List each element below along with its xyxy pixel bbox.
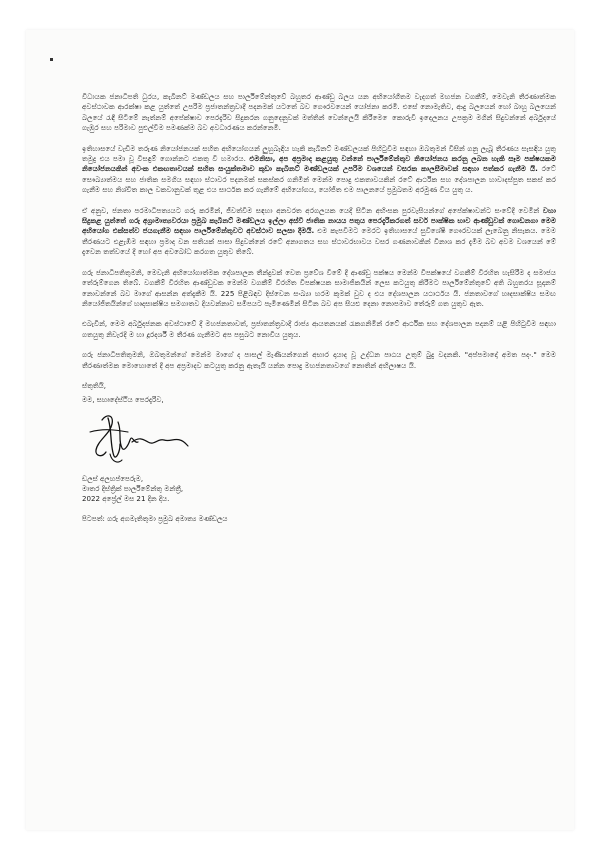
letter-date: 2022 අප්‍රේල් මස 21 දින දිය. xyxy=(82,494,170,504)
paragraph-2 xyxy=(82,144,556,196)
paragraph-2-emphasis: එමනිසා, අප අප්‍රමාද කළයුතු වන්නේ පාර්ලිමේන්තුව නියෝජනය කරනු ලබන හැකි සෑම පක්ෂයකම නියෝජනයකින් අවංක එකඟතාවයක් සහිත සංයුක්තමාව කුඩා කැබිනට් මණ්ඩලයක් උපරිම වශයෙන් වසරක කාලසීමාවක් සඳහා පත්කර ගැනීම යි. xyxy=(82,154,556,174)
paragraph-2-text-b: රටේ සෞඛ්‍යාත්මය සහ ජාතික සමගිය සඳහා ස්ථාවර පදනමක් සකස්කර ගනිමින් මෙන්ම පොදු එකතාවයකින් රටේ ආර්ථික සහ දේශපාලන හාවාදස්පුත සකස් කර ගැනීම සහ නිශ්චිත කාල වකවානුවක් තුළ එය සාර්ථක කර ගැනීමේ අභියෝගය, යෝජිත එම පාලනයේ ප්‍රමුඛතම අරමුණ විය යුතු ය. xyxy=(82,164,556,195)
copy-to: පිටපත්: ගරු අගමැතිතුමා ප්‍රමුඛ අමාත්‍ය මණ්ඩලය xyxy=(82,514,228,524)
signature xyxy=(88,410,218,468)
sender-name: ඩලස් අලහප්පෙරුම, xyxy=(82,473,144,483)
paragraph-1 xyxy=(82,92,556,134)
paragraph-5 xyxy=(82,319,556,340)
paragraph-3 xyxy=(82,206,556,258)
paragraph-5-text: එබැවින්, මෙම අර්බුදජනක අවස්ථාවේ දී මහජනතාවත්, ප්‍රජාතන්ත්‍රවාදී රාජ්‍ය ආයතනයක් රැකගනිමින් රටේ ආර්ථික සහ දේශපාලන පදනම් යළි පිහිටුවීම සඳහා ගතයුතු නිවැරදි ම හා දූරදර්ශී ම තීරණ ගැනීමට අප පසුබට නොවිය යුතුය. xyxy=(82,319,556,339)
paragraph-1-text: විධායක ජනාධිපති ධුරය, කැබිනට් මණ්ඩලය සහ පාර්ලිමේන්තුවේ බහුතර ආණ්ඩු බලය යන අභියෝගීතම වැදගත් මහජන වගකීම්, මෙවැනි තීරණාත්මක අවස්ථාවක ආරක්ෂා කළ යුත්තේ උපරිම ප්‍රජාතන්ත්‍රවාදී පදනමක් යටතේ බව ගෞරවයෙන් යෝජනා කරමි. එසේ නොමැතිව, ආදු බලයෙන් හෝ බාහු බලයෙන් බලයේ රැඳී සිටීමේ නැත්නම් අපේක්ෂාව පෙරදැරිව සිදුකරන ගනුදෙනුවක් මත්තින් වෙන්ලෙයි කිරීමෙ ෙකොරුවී ඉදෙලනය උපක්‍රම මගින් සිදුවන්නේ අර්බුදයේ ගැඹුර සහ පරිමාව පුළුල්වීම පමණක්ම බව අවධාරණය කරන්නෙමි. xyxy=(82,92,556,133)
paragraph-4-text: ගරු ජනාධිපතිතුමනි, මෙවැනි අභියෝගාත්මක දේශපාලන තීන්දුවක් වෙත ප්‍රවේශ වීමේ දී ආණ්ඩු පක්ෂය මෙන්ම විපක්ෂයේ වගකීම් විරහිත හැසිරීම ද සමාජය තේරුම්ගෙන තිබේ. වගකීම් විරහිත ආණ්ඩුවක මෙන්ම වගකීම් විරහිත විපක්ෂයක සාමාජිකයින් ලෙස කටයුතු කිරීමට පාර්ලිමේන්තුවේ අති බහුතරය සූදානම් නොවන්නේ බව මාගේ ආසන්න අත්දැකීම යි. 225 පිළිබඳව දිස්වෙන සංඛ්‍යා හරම කුමක් වුව ද එය දේශපාලන යථාර්ථය යි. ජනතාවගේ හෘදසාක්ෂිය සමඟ නියෝජිතයින්ගේ හෘදසාක්ෂිය සමගාතව දියවන්නාව සමීපයට පැමිණෙමින් සිටින බව අප සියළු දෙනා නොපමාව තේරුම් ගත යුතුව ඇත. xyxy=(82,267,556,308)
sender-title: මාතර දිස්ත්‍රික් පාර්ලිමේන්තු මන්ත්‍රී, xyxy=(82,483,184,493)
paragraph-2-text-a: ඉතිහාසයේ වැඩිම තරුණ නියෝජනයක් සහිත අභියෝගයන් ලුහුබැඳිය හැකි කැබිනට් මණ්ඩලයක් පිහිටුවීම සඳහා ඔබතුමන් විසින් ගනු ලැබූ තීරණය සැසඳිය යුතු තමුදු එය පමා වූ විසඳුම් ගොන්නට එකතු වී හමාරය. xyxy=(82,143,556,164)
paragraph-6-text: ගරු ජනාධිපතිතුමනි, ඔබතුමන්ගේ මෙන්ම මාගේ ද පාසල් මැණියන්ගෙන් අභාර දායාද වූ උද්ධන පාඨය උතුම් බුදු වදනකි. "අප්පමාදෝ අමත පදං." මෙම තීරණාත්මක මොහොතේ දී අප අප්‍රමාදව කටයුතු කරනු ඇතැයි යන්න පොදු මහජනතාවගේ නොතින් අභිලාෂය යි. xyxy=(82,350,556,370)
signature-drawing xyxy=(88,410,218,468)
closing-line: මම, සහෘදේස්ථිය පෙරදැරිව, xyxy=(82,395,164,405)
paragraph-6 xyxy=(82,350,556,371)
sender-block xyxy=(82,474,556,505)
paragraph-3-text-a: ඒ අනුව, ජනතා පරමාධිපත්‍යයට ගරු කරමින්, ජීවත්වීම සඳහා අනවරත අරගලයක යෙදී සිටින අභිංසක පුරවැසියන්ගේ අපේක්ෂාවන්ට සංවේදී වෙමින් xyxy=(82,205,543,215)
paragraph-3-text-b: එම කැපවීමට මෙරට ඉතිහාසයේ සුවිශේෂී ගෞරවයක් ලැබෙනු නිසැකය. මෙම තීරණයට එළැඹීම සඳහා ප්‍රමාද වන සතියක් පාසා සිදුවන්නේ රටේ අනාගතය සහ ස්ථාවරභාවය වසර ගණනාවකින් විනාශ කර දැමීම බව අවම වශයෙන් මේ දැවෙන තත්වයේ දී හෝ අප අවබෝධ කරගත යුතුව තිබේ. xyxy=(82,226,556,257)
scan-mark xyxy=(50,58,53,61)
closing-thanks: ස්තුතියි, xyxy=(82,380,106,390)
letter-body xyxy=(82,92,556,525)
letter-page xyxy=(26,30,574,830)
paragraph-3-emphasis: වහා සිදුකළ යුත්තේ ගරු අග්‍රාමාත්‍යවරයා ප්‍රමුඛ කැබිනට් මණ්ඩලය ඉල්ලා අස්වී ජාතික නායය පතුය පෙරදැරිකරගත් සර්ව පාක්ෂික භාව ආණ්ඩුවක් ගොඩනගා මෙම අභියෝග එක්සත්ව ජයගැනීම සඳහා පාර්ලිමේන්තුවට අවස්ථාව සලසා දීමයි. xyxy=(82,205,556,236)
paragraph-4 xyxy=(82,268,556,310)
